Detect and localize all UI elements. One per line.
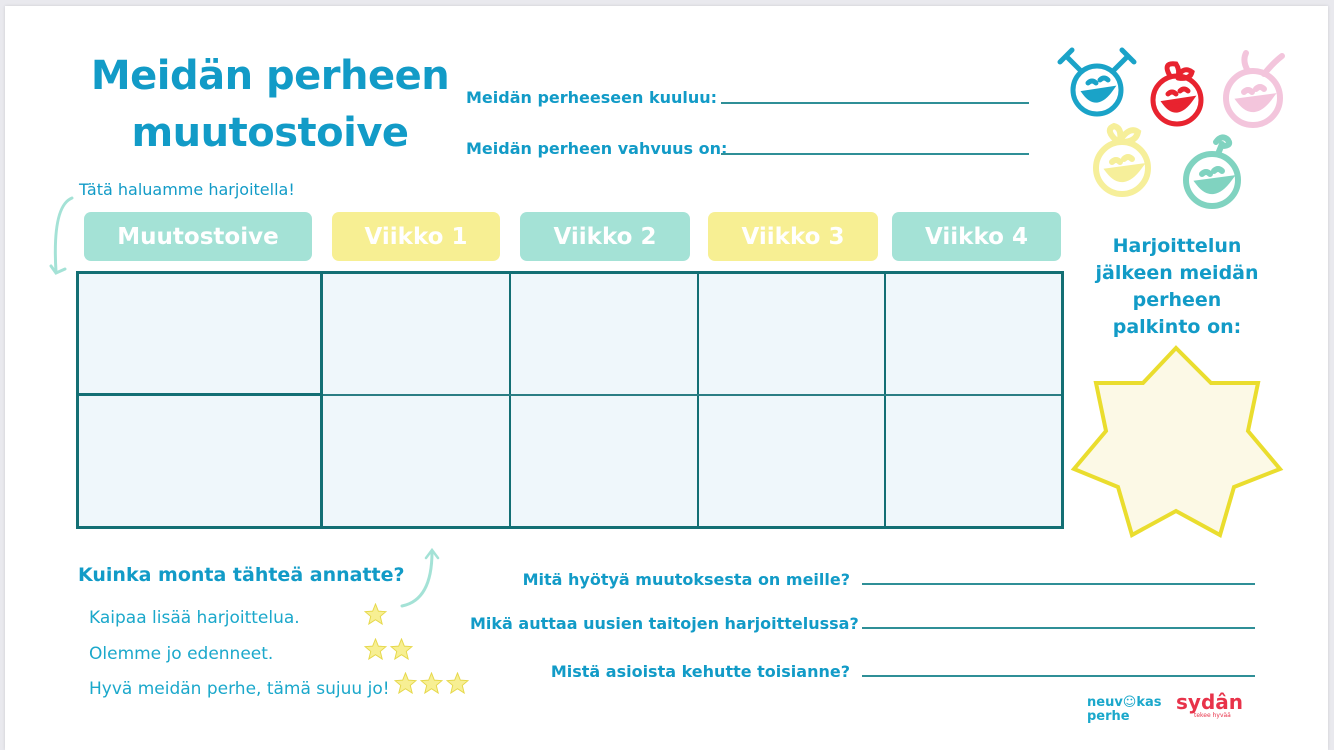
question-helps-label: Mikä auttaa uusien taitojen harjoittelussa? [470,614,859,633]
rating-level-2-stars [364,638,413,660]
reward-label-line: palkinto on: [1112,316,1242,338]
question-praise-label: Mistä asioista kehutte toisianne? [550,662,850,681]
question-benefit-label: Mitä hyötyä muutoksesta on meille? [522,570,850,589]
reward-label-line: Harjoittelun [1112,235,1242,257]
cell-row2-viikko-3[interactable] [699,396,884,526]
logo-text: sydân [1176,690,1243,714]
header-viikko-3: Viikko 3 [708,212,878,261]
rating-star-icon [364,638,387,660]
rating-title: Kuinka monta tähteä annatte? [78,564,405,586]
face-red-icon [1153,64,1201,124]
rating-star-icon [364,603,387,625]
family-members-field[interactable] [466,88,1029,107]
rating-star-icon [446,672,469,694]
curved-arrow-icon [396,544,442,610]
header-viikko-2: Viikko 2 [520,212,690,261]
cell-row2-viikko-2[interactable] [511,396,697,526]
cell-row1-viikko-1[interactable] [323,274,509,394]
family-members-line[interactable] [721,102,1029,104]
curved-arrow-icon [48,196,78,278]
title-line-2: muutostoive [131,110,409,156]
header-muutostoive: Muutostoive [84,212,312,261]
rating-level-1-stars [364,603,387,625]
page-title [60,48,480,162]
question-praise-line[interactable] [862,675,1255,677]
reward-label-line: jälkeen meidän [1095,262,1259,284]
face-icons-group [1050,40,1300,220]
cell-row1-viikko-3[interactable] [699,274,884,394]
rating-level-3-stars [394,672,469,694]
face-yellow-icon [1096,126,1148,194]
neuvokas-perhe-logo [1087,696,1162,724]
header-viikko-4: Viikko 4 [892,212,1061,261]
question-helps-field[interactable] [470,614,1255,633]
family-strength-field[interactable] [466,139,1029,158]
face-pink-icon [1226,53,1282,125]
title-line-1: Meidän perheen [90,53,450,99]
question-benefit-field[interactable] [470,570,1255,589]
cell-row2-muutostoive[interactable] [79,396,320,526]
reward-label [1082,233,1272,341]
logo-text: neuv☺kas [1087,695,1162,710]
family-members-label: Meidän perheeseen kuuluu: [466,88,718,107]
question-praise-field[interactable] [470,662,1255,681]
rating-level-1-label: Kaipaa lisää harjoittelua. [89,608,300,628]
practice-subtitle: Tätä haluamme harjoitella! [79,180,295,199]
reward-star-icon[interactable] [1070,344,1284,542]
family-strength-line[interactable] [721,153,1029,155]
question-helps-line[interactable] [862,627,1255,629]
tracking-table [76,271,1064,529]
cell-row1-viikko-2[interactable] [511,274,697,394]
rating-level-2-label: Olemme jo edenneet. [89,644,274,664]
logo-text: perhe [1087,709,1130,724]
header-viikko-1: Viikko 1 [332,212,500,261]
cell-row2-viikko-1[interactable] [323,396,509,526]
face-green-icon [1186,137,1238,206]
rating-star-icon [394,672,417,694]
family-strength-label: Meidän perheen vahvuus on: [466,139,728,158]
reward-label-line: perheen [1132,289,1222,311]
sydan-logo [1176,692,1243,720]
cell-row1-muutostoive[interactable] [79,274,320,393]
rating-star-icon [390,638,413,660]
rating-star-icon [420,672,443,694]
question-benefit-line[interactable] [862,583,1255,585]
rating-level-3-label: Hyvä meidän perhe, tämä sujuu jo! [89,679,390,699]
face-blue-icon [1060,50,1134,114]
cell-row1-viikko-4[interactable] [886,274,1061,394]
logo-tagline: tekee hyvää [1194,712,1231,719]
cell-row2-viikko-4[interactable] [886,396,1061,526]
